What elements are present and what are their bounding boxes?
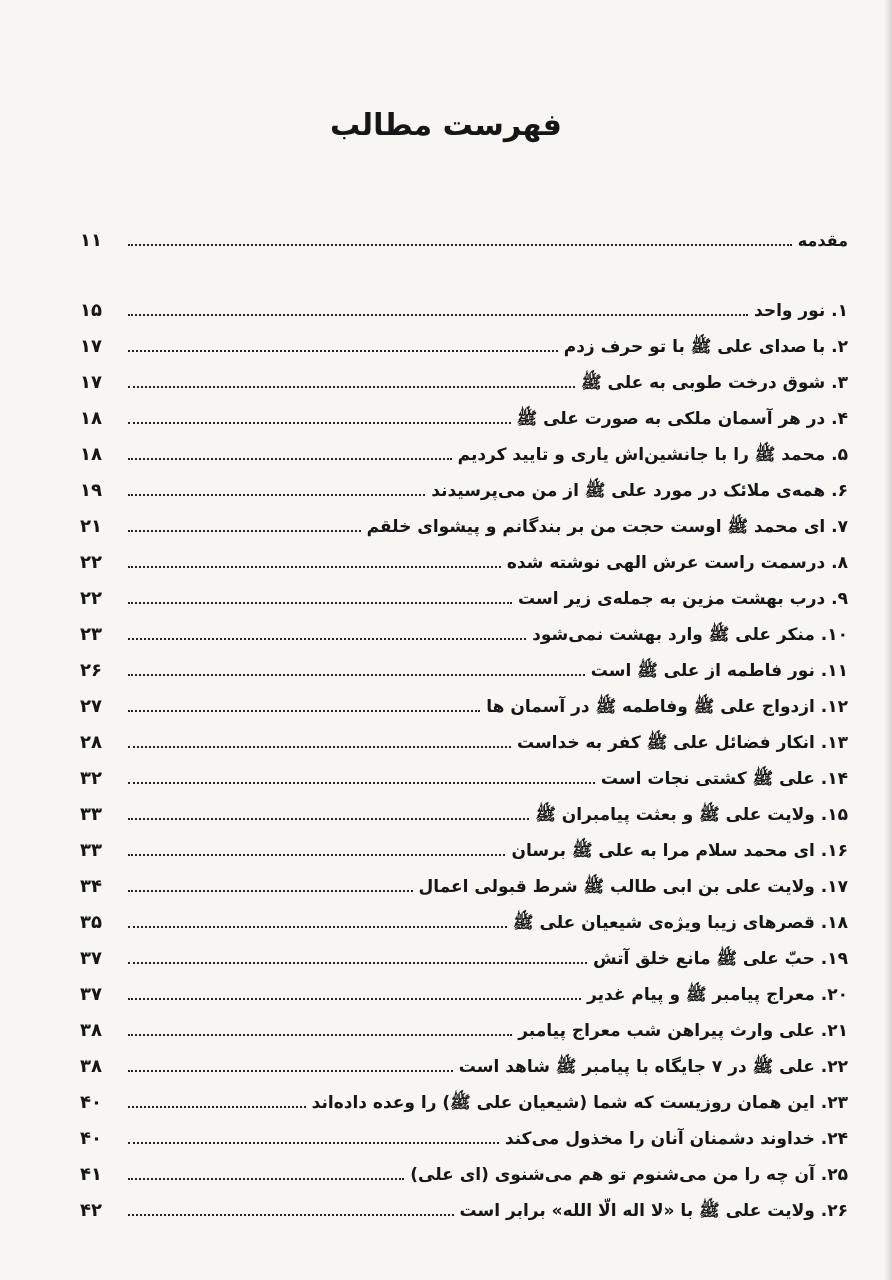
dot-leader (128, 782, 595, 784)
toc-entry-page: ۲۶ (80, 660, 102, 681)
dot-leader (128, 494, 425, 496)
toc-entry-page: ۳۸ (80, 1020, 102, 1041)
toc-entry-page: ۴۲ (80, 1200, 102, 1221)
toc-entry-page: ۴۰ (80, 1128, 102, 1149)
toc-entry-label: ۱۰. منکر علی ﷺ وارد بهشت نمی‌شود (532, 625, 848, 645)
toc-entry-label: ۱۲. ازدواج علی ﷺ وفاطمه ﷺ در آسمان ها (486, 697, 848, 717)
toc-entry-page: ۳۲ (80, 768, 102, 789)
dot-leader (128, 1070, 453, 1072)
toc-row (80, 540, 848, 574)
toc-row (80, 576, 848, 610)
toc-row (80, 288, 848, 322)
toc-row (80, 324, 848, 358)
toc-row (80, 1044, 848, 1078)
toc-entry-label: ۲۴. خداوند دشمنان آنان را مخذول می‌کند (504, 1129, 848, 1149)
dot-leader (128, 746, 511, 748)
dot-leader (128, 818, 529, 820)
toc-entry-label: ۶. همه‌ی ملائک در مورد علی ﷺ از من می‌پرسیدند (431, 481, 848, 501)
toc-entry-label: ۱۵. ولایت علی ﷺ و بعثت پیامبران ﷺ (535, 805, 848, 825)
dot-leader (128, 602, 512, 604)
toc-entry-page: ۲۱ (80, 516, 102, 537)
dot-leader (128, 926, 507, 928)
toc-row (80, 936, 848, 970)
toc-entry-label: ۱۴. علی ﷺ کشتی نجات است (600, 769, 848, 789)
toc-entry-label: ۲. با صدای علی ﷺ با تو حرف زدم (563, 337, 848, 357)
toc-entry-label: ۱۸. قصرهای زیبا ویژه‌ی شیعیان علی ﷺ (513, 913, 848, 933)
toc-entry-label: ۳. شوق درخت طوبی به علی ﷺ (581, 373, 848, 393)
toc-entry-label: ۱۹. حبّ علی ﷺ مانع خلق آتش (593, 949, 848, 969)
dot-leader (128, 422, 511, 424)
dot-leader (128, 314, 748, 316)
toc-entry-page: ۱۸ (80, 408, 102, 429)
toc-entry-page: ۱۸ (80, 444, 102, 465)
dot-leader (128, 1034, 512, 1036)
toc-entry-page: ۲۲ (80, 552, 102, 573)
page-edge-shadow (884, 0, 892, 1280)
toc-entry-page: ۲۷ (80, 696, 102, 717)
toc-entry-page: ۲۸ (80, 732, 102, 753)
toc-row (80, 468, 848, 502)
toc-entry-label: ۵. محمد ﷺ را با جانشین‌اش یاری و تایید کردیم (457, 445, 848, 465)
toc-entry-page: ۳۵ (80, 912, 102, 933)
toc-entry-page: ۳۳ (80, 840, 102, 861)
toc-entry-label: ۲۳. این همان روزیست که شما (شیعیان علی ﷺ) را وعده داده‌اند (311, 1093, 848, 1113)
toc-row (80, 648, 848, 682)
dot-leader (128, 710, 480, 712)
dot-leader (128, 530, 361, 532)
toc-entry-page: ۲۲ (80, 588, 102, 609)
toc-row (80, 612, 848, 646)
toc-row (80, 1080, 848, 1114)
toc-entry-page: ۱۵ (80, 300, 102, 321)
toc-row (80, 828, 848, 862)
toc-row-intro (80, 218, 848, 252)
toc-entry-label: ۲۵. آن چه را من می‌شنوم تو هم می‌شنوی (ای علی) (410, 1165, 848, 1185)
dot-leader (128, 854, 505, 856)
toc-entry-label: ۷. ای محمد ﷺ اوست حجت من بر بندگانم و پیشوای خلقم (366, 517, 848, 537)
toc-entry-label: ۲۶. ولایت علی ﷺ با «لا اله الّا الله» برابر است (459, 1201, 848, 1221)
toc-row (80, 1116, 848, 1150)
toc-entry-page: ۳۷ (80, 984, 102, 1005)
toc-row (80, 864, 848, 898)
dot-leader (128, 890, 413, 892)
toc-entry-page: ۳۷ (80, 948, 102, 969)
toc-row (80, 1188, 848, 1222)
toc-entry-label: ۲۱. علی وارث پیراهن شب معراج پیامبر (518, 1021, 848, 1041)
toc-entry-page: ۴۰ (80, 1092, 102, 1113)
toc-row (80, 504, 848, 538)
dot-leader (128, 1214, 454, 1216)
toc-row (80, 360, 848, 394)
toc-entry-label: ۱. نور واحد (754, 301, 848, 321)
dot-leader (128, 350, 558, 352)
dot-leader (128, 386, 575, 388)
toc-entry-page: ۱۷ (80, 372, 102, 393)
toc-row (80, 792, 848, 826)
toc-entry-page: ۱۹ (80, 480, 102, 501)
page-title: فهرست مطالب (330, 108, 562, 143)
toc-entry-page: ۳۴ (80, 876, 102, 897)
toc-entry-label: مقدمه (797, 231, 848, 250)
toc-entry-page: ۳۳ (80, 804, 102, 825)
toc-entry-label: ۸. درسمت راست عرش الهی نوشته شده (506, 553, 848, 573)
toc-row (80, 1152, 848, 1186)
toc-entry-page: ۳۸ (80, 1056, 102, 1077)
dot-leader (128, 638, 526, 640)
toc-row (80, 1008, 848, 1042)
toc-row (80, 432, 848, 466)
toc-entry-label: ۱۱. نور فاطمه از علی ﷺ است (590, 661, 848, 681)
toc-entry-label: ۴. در هر آسمان ملکی به صورت علی ﷺ (516, 409, 848, 429)
dot-leader (128, 962, 587, 964)
toc-row (80, 396, 848, 430)
dot-leader (128, 674, 585, 676)
dot-leader (128, 566, 501, 568)
toc-entry-page: ۲۳ (80, 624, 102, 645)
toc-entry-label: ۱۷. ولایت علی بن ابی طالب ﷺ شرط قبولی اعمال (418, 877, 848, 897)
dot-leader (128, 1178, 404, 1180)
toc-entry-page: ۱۱ (80, 230, 102, 251)
toc-entry-label: ۹. درب بهشت مزین به جمله‌ی زیر است (517, 589, 848, 609)
toc-row (80, 720, 848, 754)
dot-leader (128, 458, 452, 460)
toc-row (80, 684, 848, 718)
toc-row (80, 756, 848, 790)
toc-entry-label: ۱۶. ای محمد سلام مرا به علی ﷺ برسان (511, 841, 848, 861)
toc-row (80, 900, 848, 934)
toc-row (80, 972, 848, 1006)
dot-leader (128, 998, 581, 1000)
toc-entry-label: ۲۰. معراج پیامبر ﷺ و پیام غدیر (587, 985, 848, 1005)
dot-leader (128, 1106, 306, 1108)
toc-entry-label: ۱۳. انکار فضائل علی ﷺ کفر به خداست (516, 733, 848, 753)
toc-entry-page: ۴۱ (80, 1164, 102, 1185)
toc-entry-label: ۲۲. علی ﷺ در ۷ جایگاه با پیامبر ﷺ شاهد است (458, 1057, 848, 1077)
dot-leader (128, 244, 792, 246)
toc-entry-page: ۱۷ (80, 336, 102, 357)
dot-leader (128, 1142, 499, 1144)
